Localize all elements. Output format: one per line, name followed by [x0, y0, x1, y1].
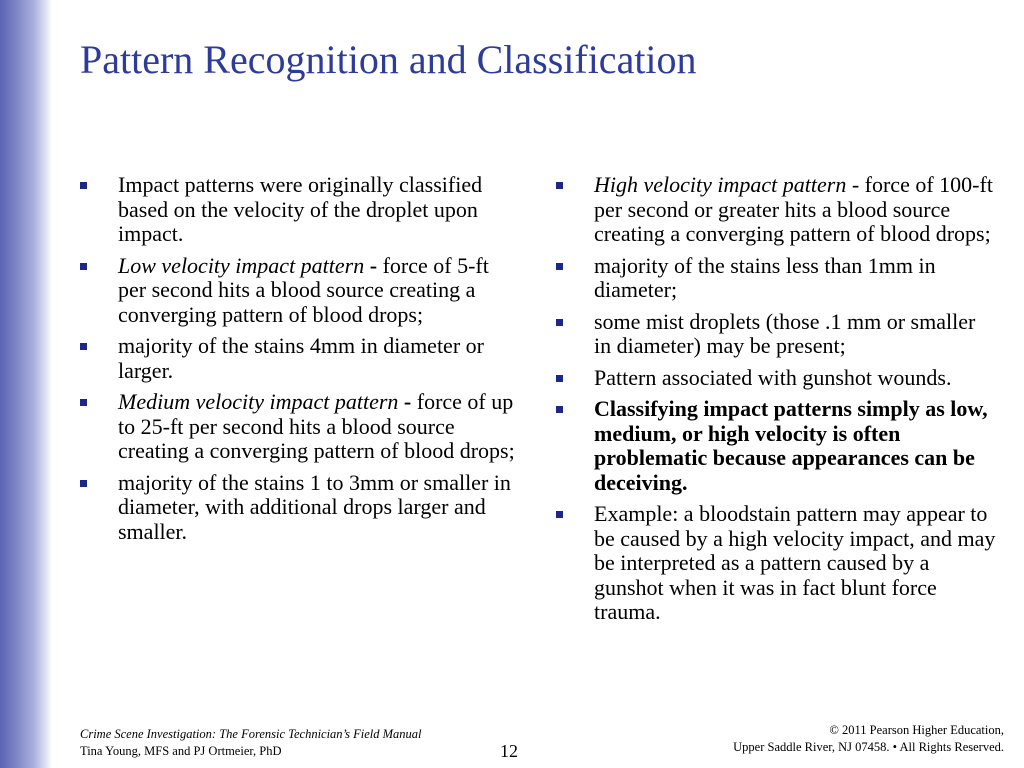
footer-authors: Tina Young, MFS and PJ Ortmeier, PhD	[80, 744, 282, 758]
bullet-text: force of 100-ft per second or greater hits a blood source creating a converging pattern of blood drops;	[594, 172, 993, 246]
footer-copyright	[733, 722, 1004, 756]
bullet-item	[80, 254, 520, 328]
bullet-text: force of 5-ft per second hits a blood source creating a converging pattern of blood drops;	[118, 252, 489, 327]
bullet-separator: -	[364, 252, 383, 278]
page-number: 12	[500, 741, 518, 761]
bullet-label: High velocity impact pattern	[594, 172, 847, 197]
bullet-item	[556, 310, 996, 359]
square-bullet-icon	[556, 375, 563, 382]
bullet-item	[556, 502, 996, 625]
right-bullet-list	[556, 173, 996, 632]
bullet-separator: -	[846, 172, 865, 197]
bullet-separator: -	[398, 389, 417, 414]
bullet-item	[80, 390, 520, 464]
bullet-text: Impact patterns were originally classified based on the velocity of the droplet upon impact.	[118, 172, 483, 246]
footer-copyright-line: © 2011 Pearson Higher Education,	[829, 723, 1004, 737]
square-bullet-icon	[556, 263, 563, 270]
bullet-text: Pattern associated with gunshot wounds.	[594, 364, 952, 390]
bullet-text: force of up to 25-ft per second hits a blood source creating a converging pattern of blood drops;	[118, 389, 515, 463]
bullet-text: some mist droplets (those .1 mm or smaller in diameter) may be present;	[594, 308, 976, 358]
bullet-text: majority of the stains less than 1mm in diameter;	[594, 252, 936, 302]
bullet-item	[556, 173, 996, 247]
square-bullet-icon	[80, 263, 87, 270]
footer-book-title: Crime Scene Investigation: The Forensic Technician’s Field Manual	[80, 727, 422, 741]
square-bullet-icon	[80, 182, 87, 189]
bullet-label: Medium velocity impact pattern	[118, 389, 399, 414]
square-bullet-icon	[80, 343, 87, 350]
square-bullet-icon	[556, 511, 563, 518]
bullet-label: Low velocity impact pattern	[118, 252, 365, 278]
decorative-side-bar	[0, 0, 52, 768]
slide-title: Pattern Recognition and Classification	[80, 37, 697, 82]
square-bullet-icon	[80, 480, 87, 487]
bullet-text: Example: a bloodstain pattern may appear to be caused by a high velocity impact, and may be interpreted as a pattern caused by a gunshot when it was in fact blunt force trauma.	[594, 501, 996, 624]
bullet-text: majority of the stains 1 to 3mm or smaller in diameter, with additional drops larger and smaller.	[118, 469, 511, 544]
square-bullet-icon	[556, 406, 563, 413]
bullet-item	[556, 397, 996, 495]
bullet-text: Classifying impact patterns simply as low, medium, or high velocity is often problematic because appearances can be deceiving.	[594, 396, 988, 495]
left-bullet-list	[80, 173, 520, 551]
footer-copyright-line: Upper Saddle River, NJ 07458. • All Rights Reserved.	[733, 740, 1004, 754]
square-bullet-icon	[80, 399, 87, 406]
square-bullet-icon	[556, 182, 563, 189]
bullet-item	[80, 471, 520, 545]
bullet-item	[556, 366, 996, 391]
bullet-item	[80, 173, 520, 247]
bullet-item	[80, 334, 520, 383]
bullet-item	[556, 254, 996, 303]
square-bullet-icon	[556, 319, 563, 326]
bullet-text: majority of the stains 4mm in diameter or larger.	[118, 333, 484, 383]
footer-citation	[80, 726, 422, 760]
